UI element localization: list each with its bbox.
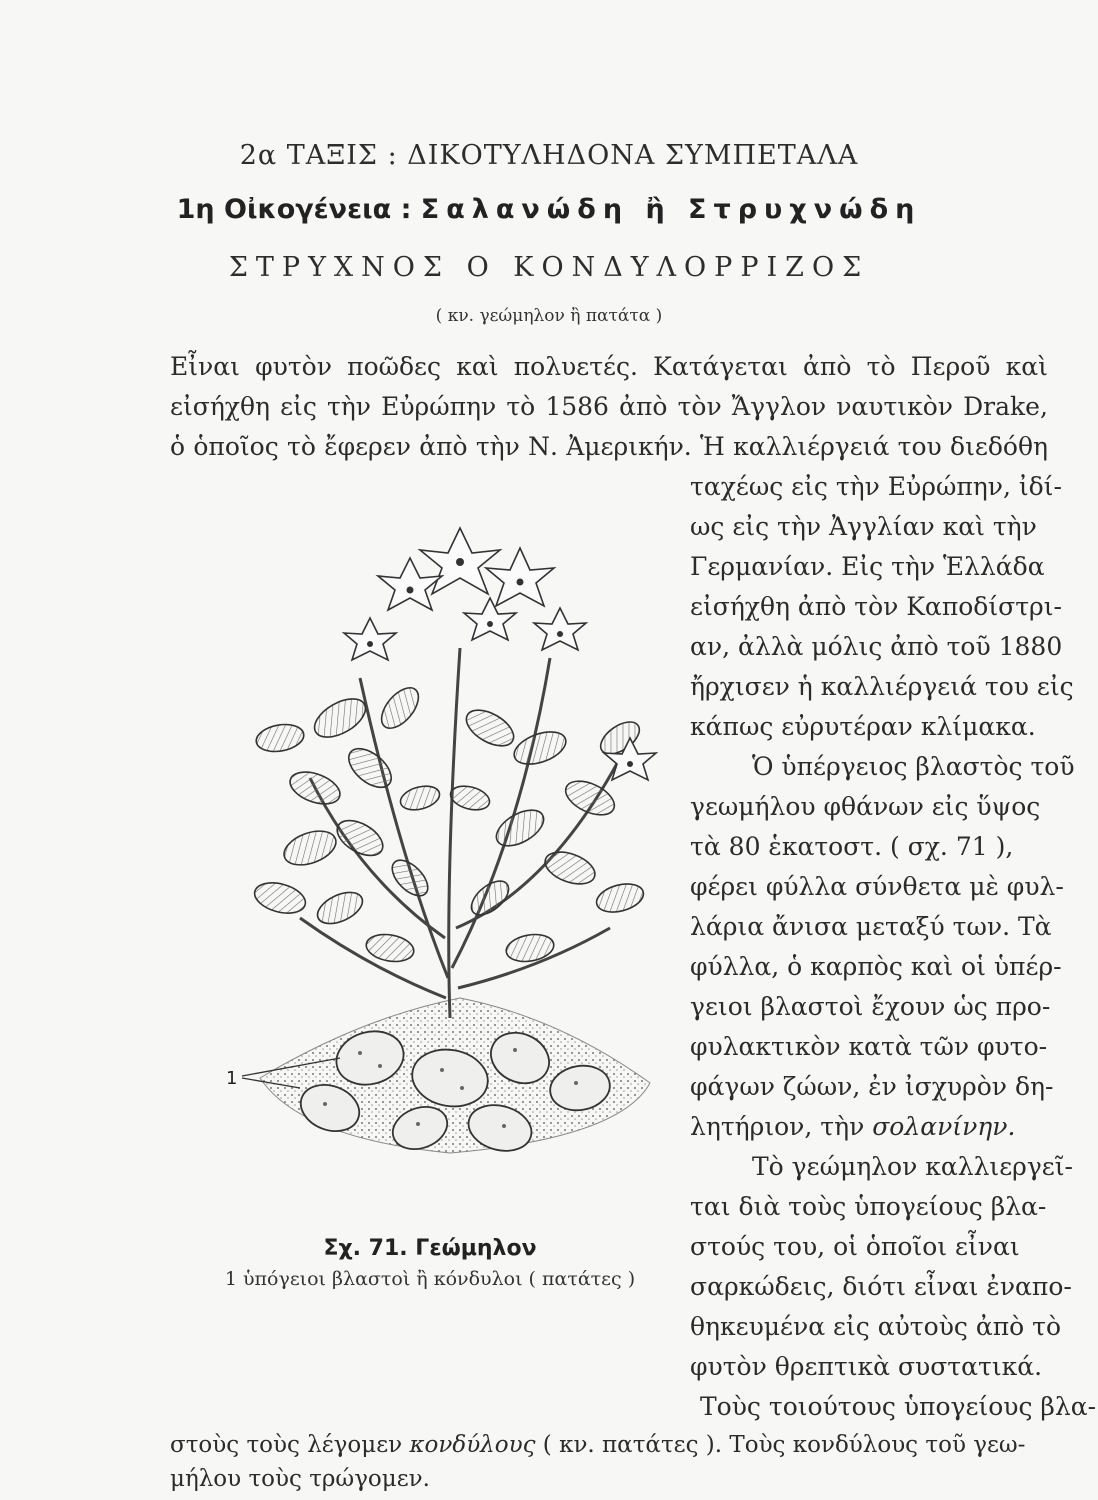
word: ὁποῖος — [193, 432, 279, 461]
text-line: φυλακτικὸν κατὰ τῶν φυτο- — [690, 1032, 1048, 1061]
word: 1586 — [545, 392, 609, 421]
word: ἀπὸ — [419, 432, 468, 461]
word: Περοῦ — [910, 352, 991, 381]
text-line: θηκευμένα εἰς αὐτοὺς ἀπὸ τὸ — [690, 1312, 1062, 1341]
word: Εἶναι — [170, 352, 240, 381]
word: τὴν — [326, 392, 371, 421]
word: διεδόθη — [950, 432, 1048, 461]
word: του — [897, 432, 942, 461]
figure-marker: 1 — [226, 1068, 238, 1089]
text-line: στούς του, οἱ ὁποῖοι εἶναι — [690, 1232, 1020, 1261]
italic-term: σολανίνην. — [872, 1112, 1016, 1141]
family-name: Σαλανώδη ἢ Στρυχνώδη — [420, 194, 922, 225]
word: εἰς — [280, 392, 317, 421]
word: ἔφερεν — [324, 432, 411, 461]
text-line: φύλλα, ὁ καρπὸς καὶ οἱ ὑπέρ- — [690, 952, 1062, 981]
text-line — [690, 1112, 1048, 1141]
word: καὶ — [456, 352, 499, 381]
text-fragment: ( κν. πατάτες ). Τοὺς κονδύλους τοῦ γεω- — [542, 1432, 1026, 1458]
word: εἰσήχθη — [170, 392, 270, 421]
text-line: Γερμανίαν. Εἰς τὴν Ἑλλάδα — [690, 552, 1045, 581]
text-line: γεωμήλου φθάνων εἰς ὕψος — [690, 792, 1041, 821]
text-line — [170, 1432, 1048, 1458]
text-line: φάγων ζώων, ἐν ἰσχυρὸν δη- — [690, 1072, 1054, 1101]
word: Drake, — [963, 392, 1048, 421]
word: Ἡ — [700, 432, 725, 461]
word: ἀπὸ — [619, 392, 668, 421]
word: τὴν — [475, 432, 520, 461]
word: ἀπὸ — [803, 352, 852, 381]
word: πολυετές. — [513, 352, 638, 381]
word: Εὐρώπην — [381, 392, 497, 421]
potato-plant-illustration — [220, 498, 680, 1228]
word: τὸ — [287, 432, 316, 461]
word: ὁ — [170, 432, 186, 461]
common-name: ( κν. γεώμηλον ἢ πατάτα ) — [435, 306, 663, 326]
figure-caption-title: Σχ. 71. Γεώμηλον — [323, 1236, 537, 1261]
text-line: κάπως εὐρυτέραν κλίμακα. — [690, 712, 1036, 741]
text-line — [170, 432, 1048, 461]
word: τὸ — [866, 352, 896, 381]
text-line: λάρια ἄνισα μεταξύ των. Τὰ — [690, 912, 1052, 941]
text-line: τὰ 80 ἑκατοστ. ( σχ. 71 ), — [690, 832, 1014, 861]
word: ναυτικὸν — [836, 392, 953, 421]
text-line: εἰσήχθη ἀπὸ τὸν Καποδίστρι- — [690, 592, 1062, 621]
italic-term: κονδύλους — [409, 1432, 536, 1458]
word: Ν. — [528, 432, 558, 461]
text-line: φέρει φύλλα σύνθετα μὲ φυλ- — [690, 872, 1064, 901]
word: τὸ — [506, 392, 536, 421]
word: καὶ — [1005, 352, 1048, 381]
word: Κατάγεται — [653, 352, 788, 381]
family-heading — [0, 194, 1098, 225]
text-fragment: στοὺς τοὺς λέγομεν — [170, 1432, 403, 1458]
word: καλλιέργειά — [733, 432, 890, 461]
word: Ἀμερικήν. — [566, 432, 692, 461]
family-prefix: 1η Οἰκογένεια : — [176, 194, 412, 225]
text-line: γειοι βλαστοὶ ἔχουν ὡς προ- — [690, 992, 1051, 1021]
text-line: ται διὰ τοὺς ὑπογείους βλα- — [690, 1192, 1047, 1221]
text-line — [170, 352, 1048, 381]
text-line: φυτὸν θρεπτικὰ συστατικά. — [690, 1352, 1043, 1381]
text-fragment: λητήριον, τὴν — [690, 1112, 865, 1141]
text-line: μήλου τοὺς τρώγομεν. — [170, 1466, 430, 1492]
text-line: αν, ἀλλὰ μόλις ἀπὸ τοῦ 1880 — [690, 632, 1063, 661]
text-line: ταχέως εἰς τὴν Εὐρώπην, ἰδί- — [690, 472, 1062, 501]
text-line: Τὸ γεώμηλον καλλιεργεῖ- — [752, 1152, 1074, 1181]
word: Ἄγγλον — [731, 392, 827, 421]
text-line: Τοὺς τοιούτους ὑπογείους βλα- — [700, 1392, 1097, 1421]
text-line — [170, 392, 1048, 421]
figure-caption-note: 1 ὑπόγειοι βλαστοὶ ἢ κόνδυλοι ( πατάτες ) — [224, 1268, 636, 1290]
word: ποῶδες — [347, 352, 442, 381]
word: τὸν — [677, 392, 722, 421]
word: φυτὸν — [255, 352, 332, 381]
species-heading: ΣΤΡΥΧΝΟΣ Ο ΚΟΝΔΥΛΟΡΡΙΖΟΣ — [228, 252, 870, 283]
text-line: ως εἰς τὴν Ἀγγλίαν καὶ τὴν — [690, 512, 1037, 541]
class-heading: 2α ΤΑΞΙΣ : ΔΙΚΟΤΥΛΗΔΟΝΑ ΣΥΜΠΕΤΑΛΑ — [239, 140, 859, 171]
text-line: ἤρχισεν ἡ καλλιέργειά του εἰς — [690, 672, 1074, 701]
text-line: σαρκώδεις, διότι εἶναι ἐναπο- — [690, 1272, 1072, 1301]
text-line: Ὁ ὑπέργειος βλαστὸς τοῦ — [752, 752, 1075, 781]
